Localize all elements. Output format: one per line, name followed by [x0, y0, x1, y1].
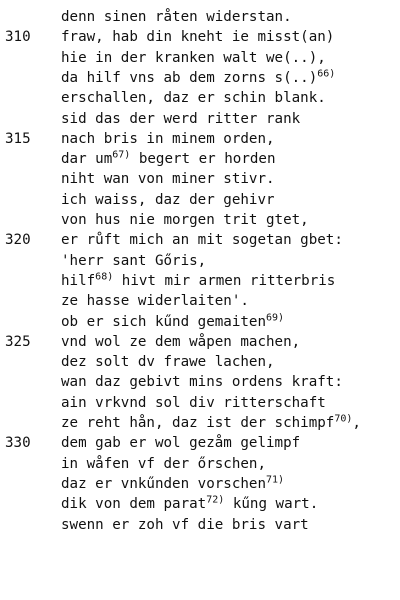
verse-words: dem gab er wol gezåm gelimpf [61, 435, 301, 452]
verse-text [61, 69, 335, 89]
footnote-marker: 69) [266, 312, 285, 323]
verse-words: dar um [61, 151, 113, 168]
verse-words: daz er vnkűnden vorschen [61, 475, 266, 492]
verse-text [61, 272, 335, 292]
footnote-marker: 70) [334, 413, 353, 425]
verse-text [61, 150, 276, 170]
verse-text [61, 110, 300, 130]
verse-text [61, 516, 309, 536]
verse-words: ain vrkvnd sol div ritterschaft [61, 394, 326, 411]
verse-words: ze reht hån, daz ist der schimpf [61, 415, 335, 431]
verse-text [61, 495, 318, 515]
line-number: 330 [5, 435, 31, 452]
verse-words-rest: kűng wart. [224, 496, 319, 513]
verse-text [61, 8, 292, 28]
verse-text [61, 170, 275, 190]
verse-text [61, 434, 300, 454]
line-number: 315 [5, 130, 31, 147]
verse-words: swenn er zoh vf die bris vart [61, 516, 309, 533]
verse-words: sid das der werd ritter rank [61, 110, 301, 127]
verse-words: da hilf vns ab dem zorns s(..) [61, 69, 318, 86]
verse-text [61, 211, 309, 231]
verse-words: 'herr sant Gőris, [61, 252, 207, 269]
verse-words: ze hasse widerlaiten'. [61, 293, 249, 310]
verse-words: denn sinen råten widerstan. [61, 9, 292, 25]
line-number: 320 [5, 232, 31, 249]
verse-text [61, 28, 334, 48]
footnote-marker: 66) [317, 68, 336, 80]
verse-words: dik von dem parat [61, 496, 207, 513]
footnote-marker: 68) [95, 271, 114, 283]
verse-text [61, 475, 284, 495]
line-number: 310 [5, 29, 31, 46]
verse-text [61, 313, 284, 333]
verse-text [61, 333, 300, 353]
verse-words: von hus nie morgen trit gtet, [61, 212, 309, 228]
verse-words: ich waiss, daz der gehivr [61, 191, 275, 208]
verse-words: er růft mich an mit sogetan gbet: [61, 232, 343, 249]
verse-words-rest: begert er horden [130, 151, 276, 168]
verse-text [61, 373, 343, 393]
verse-text [61, 130, 275, 150]
verse-words: dez solt dv frawe lachen, [61, 354, 275, 371]
verse-words-rest: hivt mir armen ritterbris [113, 272, 336, 289]
verse-words-rest: , [352, 415, 361, 431]
verse-words: hie in der kranken walt we(..), [61, 49, 326, 66]
footnote-marker: 71) [266, 474, 285, 486]
verse-words: fraw, hab din kneht ie misst(an) [61, 29, 335, 46]
verse-text [61, 252, 206, 272]
verse-text [61, 231, 343, 251]
verse-text [61, 455, 266, 475]
verse-words: ob er sich kűnd gemaiten [61, 313, 266, 330]
verse-words: in wåfen vf der őrschen, [61, 455, 266, 472]
verse-words: wan daz gebivt mins ordens kraft: [61, 374, 343, 391]
verse-words: niht wan von miner stivr. [61, 171, 275, 188]
verse-text [61, 353, 275, 373]
verse-words: hilf [61, 272, 96, 289]
footnote-marker: 72) [206, 494, 225, 506]
verse-text [61, 394, 326, 414]
verse-text [61, 414, 361, 434]
footnote-marker: 67) [112, 149, 131, 161]
verse-text [61, 292, 249, 312]
verse-words: nach bris in minem orden, [61, 130, 275, 147]
verse-text [61, 191, 275, 211]
verse-text [61, 89, 326, 109]
verse-text [61, 49, 326, 69]
verse-words: erschallen, daz er schin blank. [61, 90, 326, 107]
verse-words: vnd wol ze dem wåpen machen, [61, 333, 301, 350]
line-number: 325 [5, 333, 31, 350]
